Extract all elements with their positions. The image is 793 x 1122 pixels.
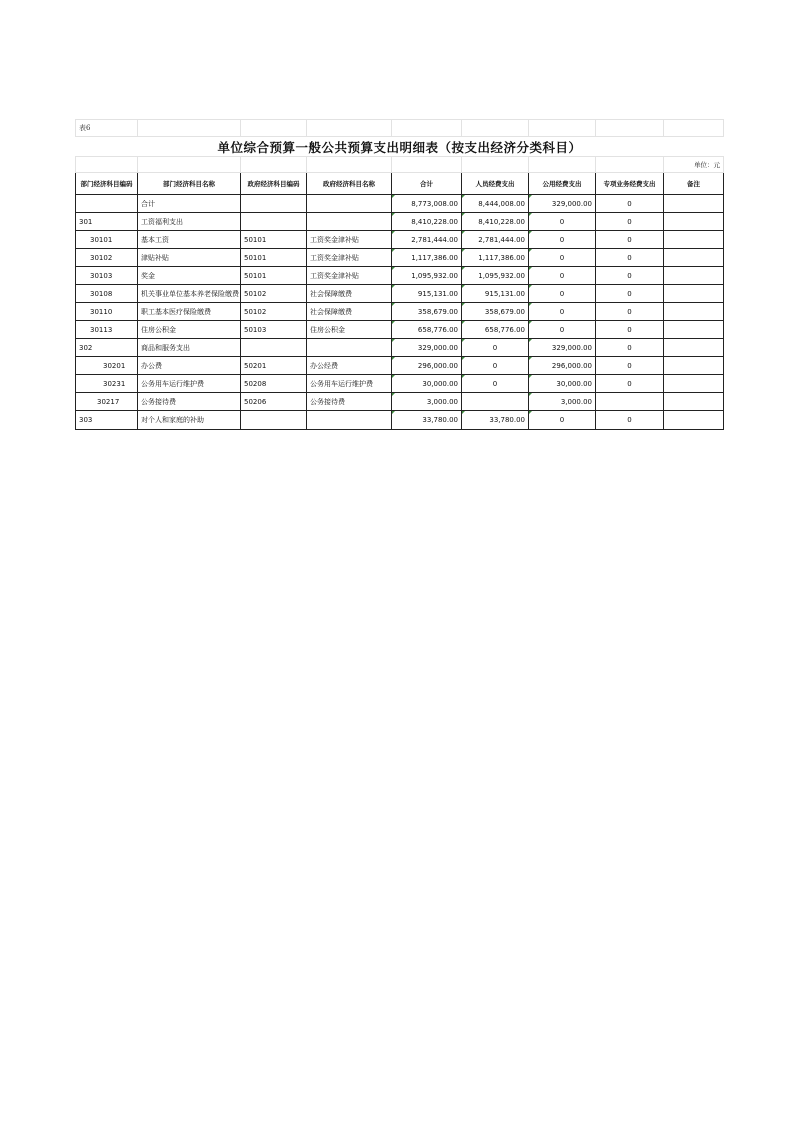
budget-sheet	[75, 119, 723, 430]
dept-code-cell: 301	[76, 213, 138, 231]
gov-name-cell: 工资奖金津补贴	[307, 231, 392, 249]
dept-code-cell: 30231	[76, 375, 138, 393]
gov-code-cell: 50103	[241, 321, 307, 339]
dept-name-cell: 公务接待费	[138, 393, 241, 411]
gov-name-cell	[307, 213, 392, 231]
public-cell: 0	[529, 303, 596, 321]
table-row	[76, 339, 724, 357]
note-cell	[664, 231, 724, 249]
personnel-cell: 1,117,386.00	[462, 249, 529, 267]
gov-code-cell: 50201	[241, 357, 307, 375]
personnel-cell: 8,410,228.00	[462, 213, 529, 231]
total-cell: 915,131.00	[392, 285, 462, 303]
special-cell: 0	[596, 411, 664, 430]
special-cell: 0	[596, 339, 664, 357]
col-header: 备注	[664, 173, 724, 195]
dept-name-cell: 办公费	[138, 357, 241, 375]
dept-code-cell: 30113	[76, 321, 138, 339]
personnel-cell: 2,781,444.00	[462, 231, 529, 249]
table-row	[76, 249, 724, 267]
note-cell	[664, 321, 724, 339]
dept-code-cell	[76, 195, 138, 213]
table-row	[76, 375, 724, 393]
public-cell: 0	[529, 231, 596, 249]
special-cell: 0	[596, 357, 664, 375]
col-header: 部门经济科目名称	[138, 173, 241, 195]
total-cell: 3,000.00	[392, 393, 462, 411]
dept-code-cell: 30217	[76, 393, 138, 411]
total-cell: 658,776.00	[392, 321, 462, 339]
gov-code-cell: 50101	[241, 231, 307, 249]
total-cell: 30,000.00	[392, 375, 462, 393]
dept-name-cell: 机关事业单位基本养老保险缴费	[138, 285, 241, 303]
total-cell: 1,095,932.00	[392, 267, 462, 285]
personnel-cell: 915,131.00	[462, 285, 529, 303]
public-cell: 0	[529, 321, 596, 339]
note-cell	[664, 339, 724, 357]
gov-code-cell: 50102	[241, 285, 307, 303]
personnel-cell: 658,776.00	[462, 321, 529, 339]
table-row	[76, 303, 724, 321]
gov-name-cell: 住房公积金	[307, 321, 392, 339]
public-cell: 30,000.00	[529, 375, 596, 393]
dept-code-cell: 30102	[76, 249, 138, 267]
note-cell	[664, 375, 724, 393]
note-cell	[664, 357, 724, 375]
gov-code-cell: 50208	[241, 375, 307, 393]
note-cell	[664, 267, 724, 285]
gov-code-cell: 50101	[241, 267, 307, 285]
gov-name-cell	[307, 339, 392, 357]
public-cell: 329,000.00	[529, 195, 596, 213]
personnel-cell: 0	[462, 375, 529, 393]
public-cell: 296,000.00	[529, 357, 596, 375]
dept-name-cell: 商品和服务支出	[138, 339, 241, 357]
special-cell: 0	[596, 285, 664, 303]
special-cell: 0	[596, 303, 664, 321]
gov-name-cell	[307, 195, 392, 213]
gov-name-cell	[307, 411, 392, 430]
personnel-cell: 8,444,008.00	[462, 195, 529, 213]
dept-code-cell: 302	[76, 339, 138, 357]
gov-code-cell	[241, 411, 307, 430]
gov-name-cell: 工资奖金津补贴	[307, 267, 392, 285]
public-cell: 0	[529, 411, 596, 430]
table-row	[76, 213, 724, 231]
gov-name-cell: 办公经费	[307, 357, 392, 375]
dept-name-cell: 津贴补贴	[138, 249, 241, 267]
dept-code-cell: 303	[76, 411, 138, 430]
gov-code-cell: 50102	[241, 303, 307, 321]
special-cell: 0	[596, 231, 664, 249]
total-cell: 2,781,444.00	[392, 231, 462, 249]
gov-name-cell: 公务接待费	[307, 393, 392, 411]
dept-code-cell: 30101	[76, 231, 138, 249]
table-row	[76, 195, 724, 213]
table-row	[76, 267, 724, 285]
col-header: 专项业务经费支出	[596, 173, 664, 195]
gov-code-cell	[241, 339, 307, 357]
note-cell	[664, 213, 724, 231]
dept-name-cell: 职工基本医疗保险缴费	[138, 303, 241, 321]
col-header: 合计	[392, 173, 462, 195]
public-cell: 329,000.00	[529, 339, 596, 357]
special-cell: 0	[596, 267, 664, 285]
gov-name-cell: 工资奖金津补贴	[307, 249, 392, 267]
col-header: 政府经济科目名称	[307, 173, 392, 195]
note-cell	[664, 411, 724, 430]
sheet-tag-row	[76, 120, 724, 137]
public-cell: 0	[529, 249, 596, 267]
table-row	[76, 285, 724, 303]
note-cell	[664, 285, 724, 303]
public-cell: 3,000.00	[529, 393, 596, 411]
note-cell	[664, 303, 724, 321]
table-row	[76, 393, 724, 411]
total-cell: 1,117,386.00	[392, 249, 462, 267]
personnel-cell: 358,679.00	[462, 303, 529, 321]
personnel-cell	[462, 393, 529, 411]
gov-name-cell: 公务用车运行维护费	[307, 375, 392, 393]
special-cell: 0	[596, 249, 664, 267]
gov-code-cell	[241, 213, 307, 231]
special-cell: 0	[596, 375, 664, 393]
dept-code-cell: 30110	[76, 303, 138, 321]
dept-name-cell: 合计	[138, 195, 241, 213]
dept-code-cell: 30103	[76, 267, 138, 285]
note-cell	[664, 249, 724, 267]
special-cell: 0	[596, 321, 664, 339]
personnel-cell: 1,095,932.00	[462, 267, 529, 285]
total-cell: 8,773,008.00	[392, 195, 462, 213]
col-header: 政府经济科目编码	[241, 173, 307, 195]
dept-name-cell: 对个人和家庭的补助	[138, 411, 241, 430]
table-title: 单位综合预算一般公共预算支出明细表（按支出经济分类科目）	[76, 137, 724, 157]
personnel-cell: 33,780.00	[462, 411, 529, 430]
public-cell: 0	[529, 213, 596, 231]
header-row	[76, 173, 724, 195]
table-row	[76, 411, 724, 430]
gov-code-cell: 50101	[241, 249, 307, 267]
unit-row	[76, 157, 724, 173]
total-cell: 33,780.00	[392, 411, 462, 430]
special-cell	[596, 393, 664, 411]
col-header: 公用经费支出	[529, 173, 596, 195]
dept-name-cell: 奖金	[138, 267, 241, 285]
public-cell: 0	[529, 267, 596, 285]
total-cell: 329,000.00	[392, 339, 462, 357]
dept-code-cell: 30108	[76, 285, 138, 303]
note-cell	[664, 195, 724, 213]
col-header: 人员经费支出	[462, 173, 529, 195]
public-cell: 0	[529, 285, 596, 303]
dept-name-cell: 公务用车运行维护费	[138, 375, 241, 393]
total-cell: 358,679.00	[392, 303, 462, 321]
gov-code-cell	[241, 195, 307, 213]
table-row	[76, 357, 724, 375]
special-cell: 0	[596, 195, 664, 213]
dept-name-cell: 基本工资	[138, 231, 241, 249]
budget-table	[75, 119, 724, 430]
total-cell: 8,410,228.00	[392, 213, 462, 231]
table-body	[76, 195, 724, 430]
table-row	[76, 231, 724, 249]
personnel-cell: 0	[462, 357, 529, 375]
unit-label: 单位：元	[664, 157, 724, 173]
total-cell: 296,000.00	[392, 357, 462, 375]
note-cell	[664, 393, 724, 411]
special-cell: 0	[596, 213, 664, 231]
gov-name-cell: 社会保障缴费	[307, 285, 392, 303]
title-row	[76, 137, 724, 157]
dept-name-cell: 工资福利支出	[138, 213, 241, 231]
table-row	[76, 321, 724, 339]
dept-code-cell: 30201	[76, 357, 138, 375]
gov-code-cell: 50206	[241, 393, 307, 411]
dept-name-cell: 住房公积金	[138, 321, 241, 339]
sheet-tag: 表6	[76, 120, 138, 137]
col-header: 部门经济科目编码	[76, 173, 138, 195]
personnel-cell: 0	[462, 339, 529, 357]
gov-name-cell: 社会保障缴费	[307, 303, 392, 321]
